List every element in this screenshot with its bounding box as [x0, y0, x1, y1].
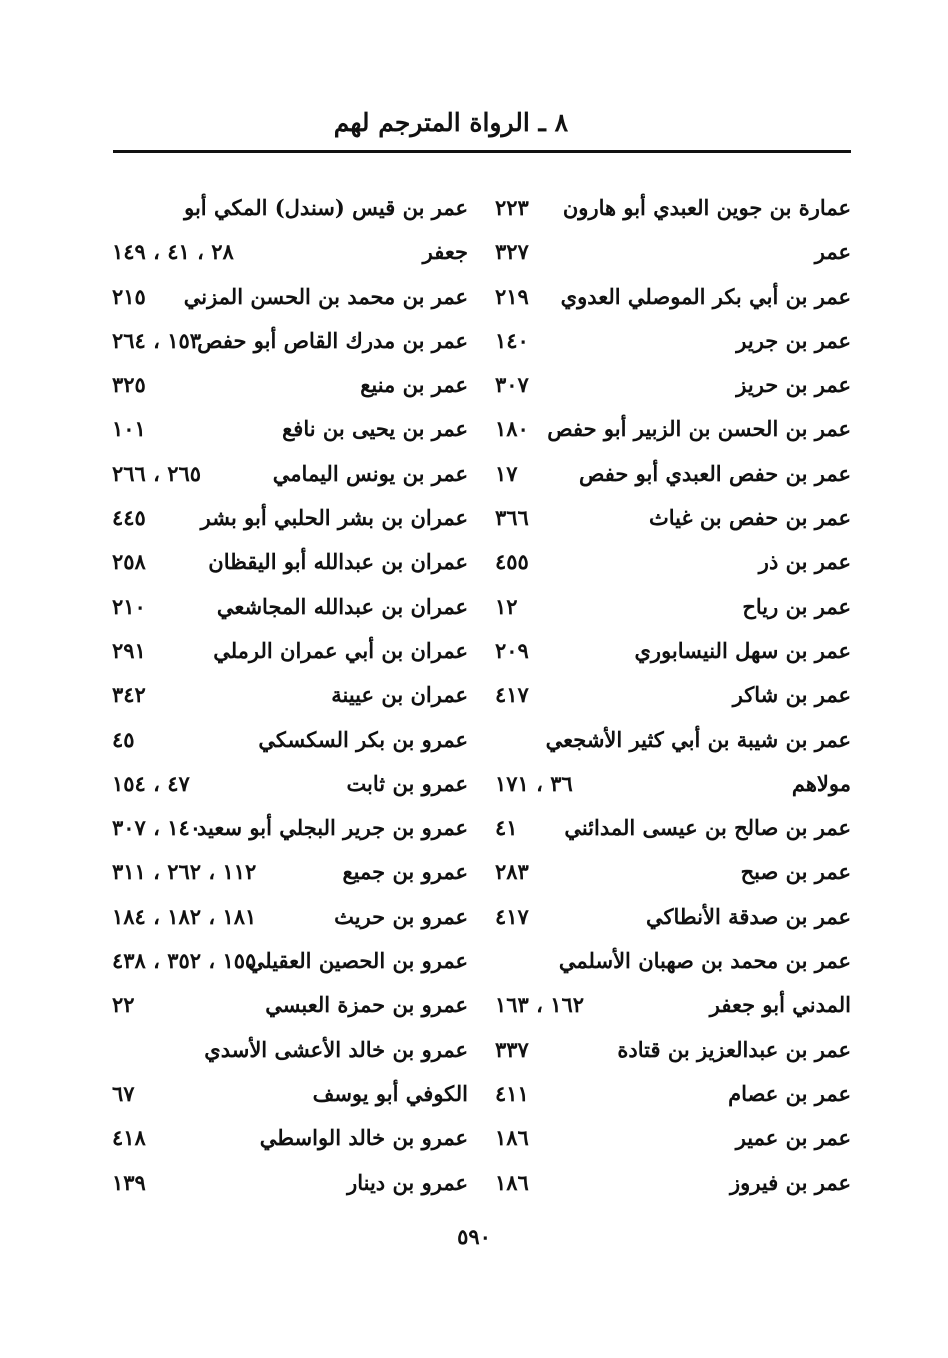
index-entry	[112, 939, 468, 983]
entry-pages: ١١٢ ، ٢٦٢ ، ٣١١	[112, 859, 257, 885]
index-entry	[112, 1028, 468, 1072]
index-entry	[495, 230, 851, 274]
index-entry	[112, 1072, 468, 1116]
index-entry	[112, 363, 468, 407]
entry-pages: ٣٦٦	[495, 505, 529, 531]
page-number: ٥٩٠	[457, 1224, 491, 1249]
entry-name: مولاهم	[791, 770, 851, 796]
entry-pages: ٢٦٥ ، ٢٦٦	[112, 460, 202, 486]
index-entry	[495, 319, 851, 363]
entry-name: جعفر	[422, 239, 468, 265]
index-entry	[495, 585, 851, 629]
entry-name: عمران بن عبدالله المجاشعي	[216, 593, 468, 619]
entry-name: عمر بن عصام	[728, 1080, 851, 1106]
index-entry	[495, 1072, 851, 1116]
index-entry	[112, 718, 468, 762]
entry-name: عمر بن رياح	[742, 593, 851, 619]
entry-pages: ٣٣٧	[495, 1036, 529, 1062]
left-index-column	[112, 186, 468, 1205]
entry-name: عمر بن حريز	[736, 372, 851, 398]
entry-name: عمر بن حفص العبدي أبو حفص	[579, 460, 851, 486]
entry-pages: ٤١٧	[495, 903, 529, 929]
index-entry	[112, 230, 468, 274]
index-entry	[112, 762, 468, 806]
entry-pages: ٣٢٥	[112, 372, 146, 398]
index-entry	[112, 319, 468, 363]
index-entry	[495, 1116, 851, 1160]
entry-pages: ٢١٥	[112, 283, 146, 309]
entry-name: عمر بن صالح بن عيسى المدائني	[564, 815, 851, 841]
entry-name: عمرو بن جرير البجلي أبو سعيد	[197, 815, 468, 841]
entry-pages: ٤١٨	[112, 1125, 146, 1151]
index-entry	[112, 1116, 468, 1160]
entry-pages: ٢٠٩	[495, 637, 529, 663]
entry-name: عمران بن عيينة	[331, 682, 468, 708]
index-entry	[495, 1161, 851, 1205]
entry-name: عمر بن يونس اليمامي	[272, 460, 468, 486]
entry-pages: ٣٠٧	[495, 372, 529, 398]
entry-pages: ١٢	[495, 593, 518, 619]
index-entry	[112, 895, 468, 939]
entry-name: عمر بن حفص بن غياث	[649, 505, 851, 531]
index-entry	[112, 1161, 468, 1205]
entry-pages: ١٠١	[112, 416, 146, 442]
entry-pages: ٢٢٣	[495, 195, 529, 220]
index-entry	[112, 540, 468, 584]
entry-name: عمر بن منيع	[360, 372, 468, 398]
entry-pages: ١٧	[495, 460, 518, 486]
entry-pages: ١٨٦	[495, 1125, 529, 1151]
entry-pages: ٤١	[495, 815, 518, 841]
entry-pages: ٤٧ ، ١٥٤	[112, 770, 190, 796]
index-entry	[495, 939, 851, 983]
entry-name: عمرو بن جميع	[342, 859, 468, 885]
entry-pages: ١٣٩	[112, 1169, 146, 1195]
index-entry	[495, 540, 851, 584]
entry-pages: ٢٥٨	[112, 549, 146, 575]
entry-name: المدني أبو جعفر	[709, 992, 851, 1018]
entry-pages: ٣٢٧	[495, 239, 529, 265]
index-entry	[495, 762, 851, 806]
right-index-column	[495, 186, 851, 1205]
entry-name: عمر بن ذر	[758, 549, 851, 575]
index-entry	[112, 673, 468, 717]
entry-pages: ٢١٩	[495, 283, 529, 309]
entry-pages: ١٤٠ ، ٣٠٧	[112, 815, 202, 841]
index-entry	[112, 629, 468, 673]
entry-name: عمر بن مدرك القاص أبو حفص	[197, 327, 468, 353]
entry-pages: ٢٨٣	[495, 859, 529, 885]
entry-name: عمر بن أبي بكر الموصلي العدوي	[560, 283, 851, 309]
entry-name: عمرو بن خالد الواسطي	[259, 1125, 468, 1151]
entry-name: عمارة بن جوين العبدي أبو هارون	[562, 195, 851, 220]
index-entry	[112, 806, 468, 850]
index-entry	[112, 452, 468, 496]
index-entry	[495, 186, 851, 230]
entry-name: عمر بن فيروز	[730, 1169, 851, 1195]
entry-pages: ٦٧	[112, 1080, 135, 1106]
entry-pages: ١٥٣ ، ٢٦٤	[112, 327, 202, 353]
index-entry	[495, 983, 851, 1027]
index-entry	[112, 186, 468, 230]
entry-name: عمر بن شاكر	[732, 682, 851, 708]
entry-pages: ١٥٥ ، ٣٥٢ ، ٤٣٨	[112, 948, 257, 974]
entry-name: عمرو بن خالد الأعشى الأسدي	[204, 1036, 468, 1062]
entry-pages: ٤٤٥	[112, 505, 146, 531]
index-entry	[112, 496, 468, 540]
index-entry	[495, 895, 851, 939]
entry-pages: ٣٤٢	[112, 682, 146, 708]
index-entry	[495, 363, 851, 407]
entry-name: الكوفي أبو يوسف	[312, 1080, 468, 1106]
index-entry	[495, 496, 851, 540]
entry-pages: ٢٨ ، ٤١ ، ١٤٩	[112, 239, 234, 265]
entry-name: عمر بن شيبة بن أبي كثير الأشجعي	[545, 726, 851, 752]
entry-name: عمر بن محمد بن صهبان الأسلمي	[558, 948, 851, 974]
entry-pages: ١٤٠	[495, 327, 529, 353]
entry-pages: ٣٦ ، ١٧١	[495, 770, 573, 796]
entry-name: عمرو بن بكر السكسكي	[258, 726, 468, 752]
index-entry	[112, 983, 468, 1027]
entry-pages: ٤٥	[112, 726, 135, 752]
entry-name: عمر بن محمد بن الحسن المزني	[183, 283, 468, 309]
entry-pages: ٤٥٥	[495, 549, 529, 575]
entry-name: عمرو بن دينار	[347, 1169, 468, 1195]
entry-name: عمران بن أبي عمران الرملي	[213, 637, 468, 663]
entry-pages: ١٨١ ، ١٨٢ ، ١٨٤	[112, 903, 257, 929]
entry-name: عمر بن صدقة الأنطاكي	[646, 903, 851, 929]
index-entry	[495, 1028, 851, 1072]
entry-pages: ١٦٢ ، ١٦٣	[495, 992, 585, 1018]
page-header-title: ٨ ـ الرواة المترجم لهم	[333, 108, 568, 137]
entry-name: عمر بن عبدالعزيز بن قتادة	[617, 1036, 851, 1062]
index-entry	[495, 407, 851, 451]
entry-name: عمرو بن حمزة العبسي	[265, 992, 468, 1018]
entry-name: عمرو بن ثابت	[346, 770, 468, 796]
entry-name: عمر بن عمير	[735, 1125, 851, 1151]
index-entry	[495, 718, 851, 762]
entry-name: عمرو بن الحصين العقيلي	[247, 948, 468, 974]
index-entry	[495, 275, 851, 319]
entry-name: عمران بن عبدالله أبو اليقظان	[208, 549, 468, 575]
entry-pages: ٢١٠	[112, 593, 146, 619]
index-entry	[495, 806, 851, 850]
entry-pages: ١٨٦	[495, 1169, 529, 1195]
index-entry	[112, 407, 468, 451]
entry-name: عمر بن قيس (سندل) المكي أبو	[184, 195, 468, 220]
entry-pages: ٢٩١	[112, 637, 146, 663]
index-entry	[112, 850, 468, 894]
entry-name: عمران بن بشر الحلبي أبو بشر	[200, 505, 468, 531]
entry-name: عمر بن جرير	[736, 327, 851, 353]
index-entry	[495, 673, 851, 717]
entry-name: عمرو بن حريث	[334, 903, 468, 929]
entry-name: عمر بن الحسن بن الزبير أبو حفص	[547, 416, 851, 442]
entry-pages: ١٨٠	[495, 416, 529, 442]
index-entry	[112, 585, 468, 629]
entry-pages: ٤١١	[495, 1080, 529, 1106]
index-entry	[495, 629, 851, 673]
header-divider	[113, 150, 851, 153]
entry-pages: ٤١٧	[495, 682, 529, 708]
entry-pages: ٢٢	[112, 992, 135, 1018]
index-entry	[112, 275, 468, 319]
index-entry	[495, 452, 851, 496]
entry-name: عمر	[814, 239, 851, 265]
entry-name: عمر بن صبح	[740, 859, 851, 885]
entry-name: عمر بن سهل النيسابوري	[634, 637, 851, 663]
entry-name: عمر بن يحيى بن نافع	[282, 416, 468, 442]
index-entry	[495, 850, 851, 894]
